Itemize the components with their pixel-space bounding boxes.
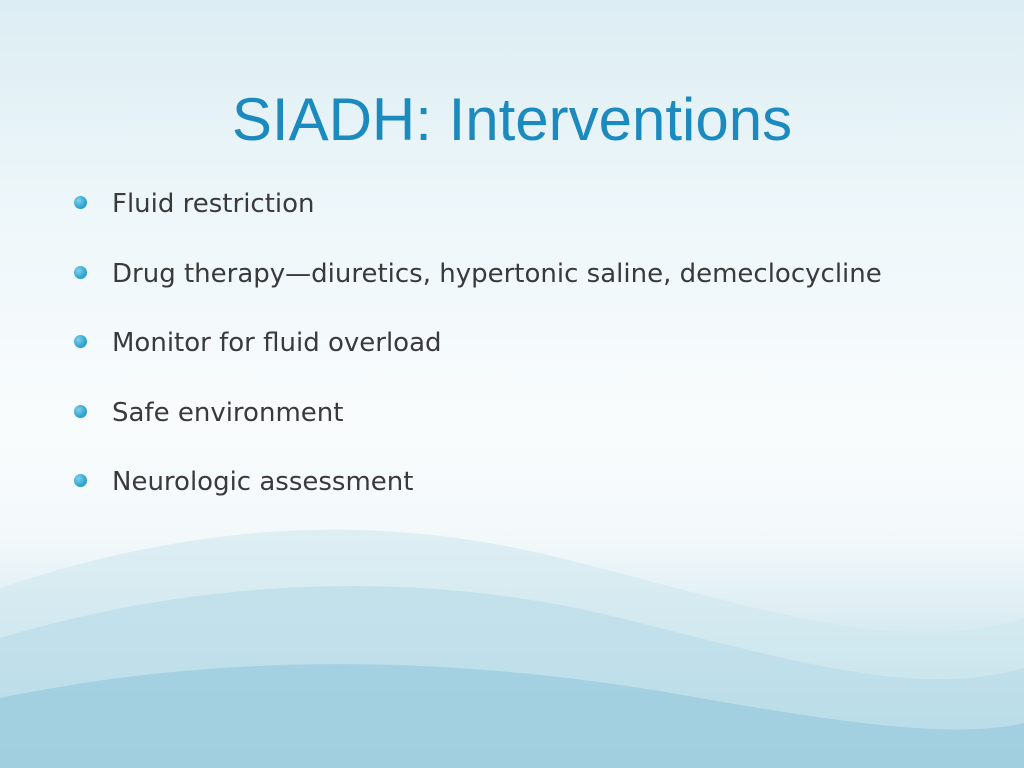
bullet-text: Monitor for fluid overload (112, 328, 442, 358)
list-item (74, 184, 994, 254)
list-item (74, 254, 994, 324)
list-item (74, 393, 994, 463)
bullet-icon (74, 266, 87, 279)
bullet-icon (74, 405, 87, 418)
bullet-list (74, 184, 994, 532)
list-item (74, 462, 994, 532)
bullet-icon (74, 474, 87, 487)
bullet-text: Drug therapy—diuretics, hypertonic saline, demeclocycline (112, 258, 882, 289)
bullet-text: Safe environment (112, 397, 344, 428)
list-item (74, 323, 994, 393)
slide-title: SIADH: Interventions (231, 86, 793, 153)
bullet-icon (74, 196, 87, 209)
bullet-text: Neurologic assessment (112, 467, 414, 497)
bullet-icon (74, 335, 87, 348)
bullet-text: Fluid restriction (112, 189, 315, 219)
